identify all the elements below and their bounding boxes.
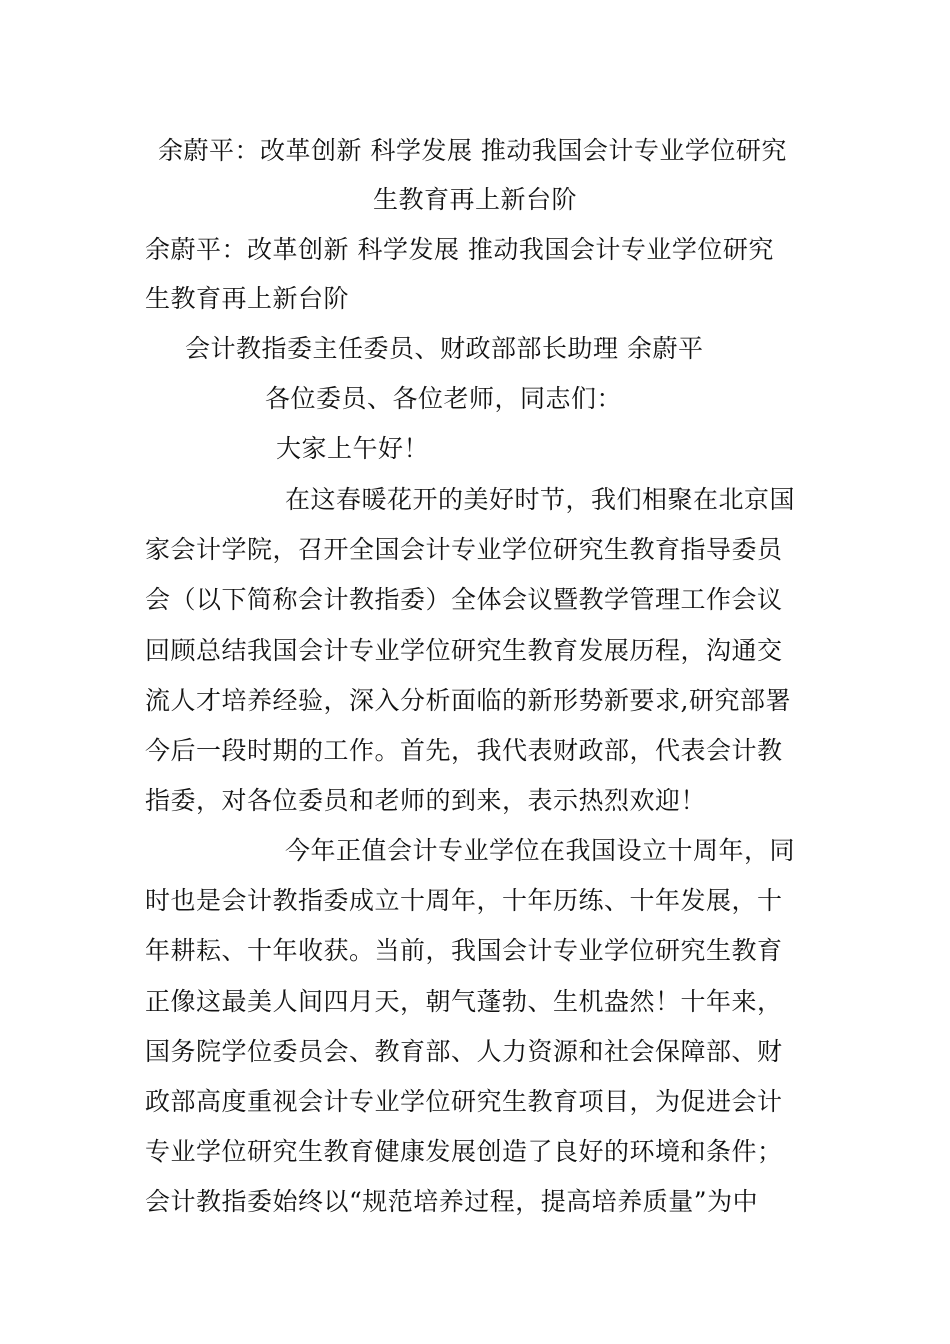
paragraph-1-line: 回顾总结我国会计专业学位研究生教育发展历程，沟通交 xyxy=(145,636,783,665)
paragraph-2-line: 政部高度重视会计专业学位研究生教育项目，为促进会计 xyxy=(145,1087,783,1116)
paragraph-2-line: 专业学位研究生教育健康发展创造了良好的环境和条件； xyxy=(145,1137,783,1166)
author-line: 会计教指委主任委员、财政部部长助理 余蔚平 xyxy=(185,334,704,363)
paragraph-2-line: 今年正值会计专业学位在我国设立十周年，同 xyxy=(285,836,796,865)
paragraph-1-line: 会（以下简称会计教指委）全体会议暨教学管理工作会议 xyxy=(145,585,783,614)
paragraph-1-line: 家会计学院，召开全国会计专业学位研究生教育指导委员 xyxy=(145,535,783,564)
paragraph-2-line: 正像这最美人间四月天，朝气蓬勃、生机盎然！十年来， xyxy=(145,987,783,1016)
paragraph-2-line: 国务院学位委员会、教育部、人力资源和社会保障部、财 xyxy=(145,1037,783,1066)
paragraph-1-line: 指委，对各位委员和老师的到来，表示热烈欢迎！ xyxy=(145,786,707,815)
salutation: 各位委员、各位老师，同志们： xyxy=(265,384,623,413)
page-title-line-1: 余蔚平：改革创新 科学发展 推动我国会计专业学位研究 xyxy=(158,136,787,165)
paragraph-2-line: 会计教指委始终以“规范培养过程，提高培养质量”为中 xyxy=(145,1187,759,1216)
paragraph-2-line: 时也是会计教指委成立十周年，十年历练、十年发展，十 xyxy=(145,886,783,915)
page-title-line-2: 生教育再上新台阶 xyxy=(373,185,578,214)
paragraph-1-line: 今后一段时期的工作。首先，我代表财政部，代表会计教 xyxy=(145,736,783,765)
repeat-title-line-2: 生教育再上新台阶 xyxy=(145,284,350,313)
paragraph-2-line: 年耕耘、十年收获。当前，我国会计专业学位研究生教育 xyxy=(145,936,783,965)
paragraph-1-line: 在这春暖花开的美好时节，我们相聚在北京国 xyxy=(285,485,796,514)
paragraph-1-line: 流人才培养经验，深入分析面临的新形势新要求,研究部署 xyxy=(145,686,791,715)
repeat-title-line-1: 余蔚平：改革创新 科学发展 推动我国会计专业学位研究 xyxy=(145,235,774,264)
greeting: 大家上午好！ xyxy=(276,434,430,463)
